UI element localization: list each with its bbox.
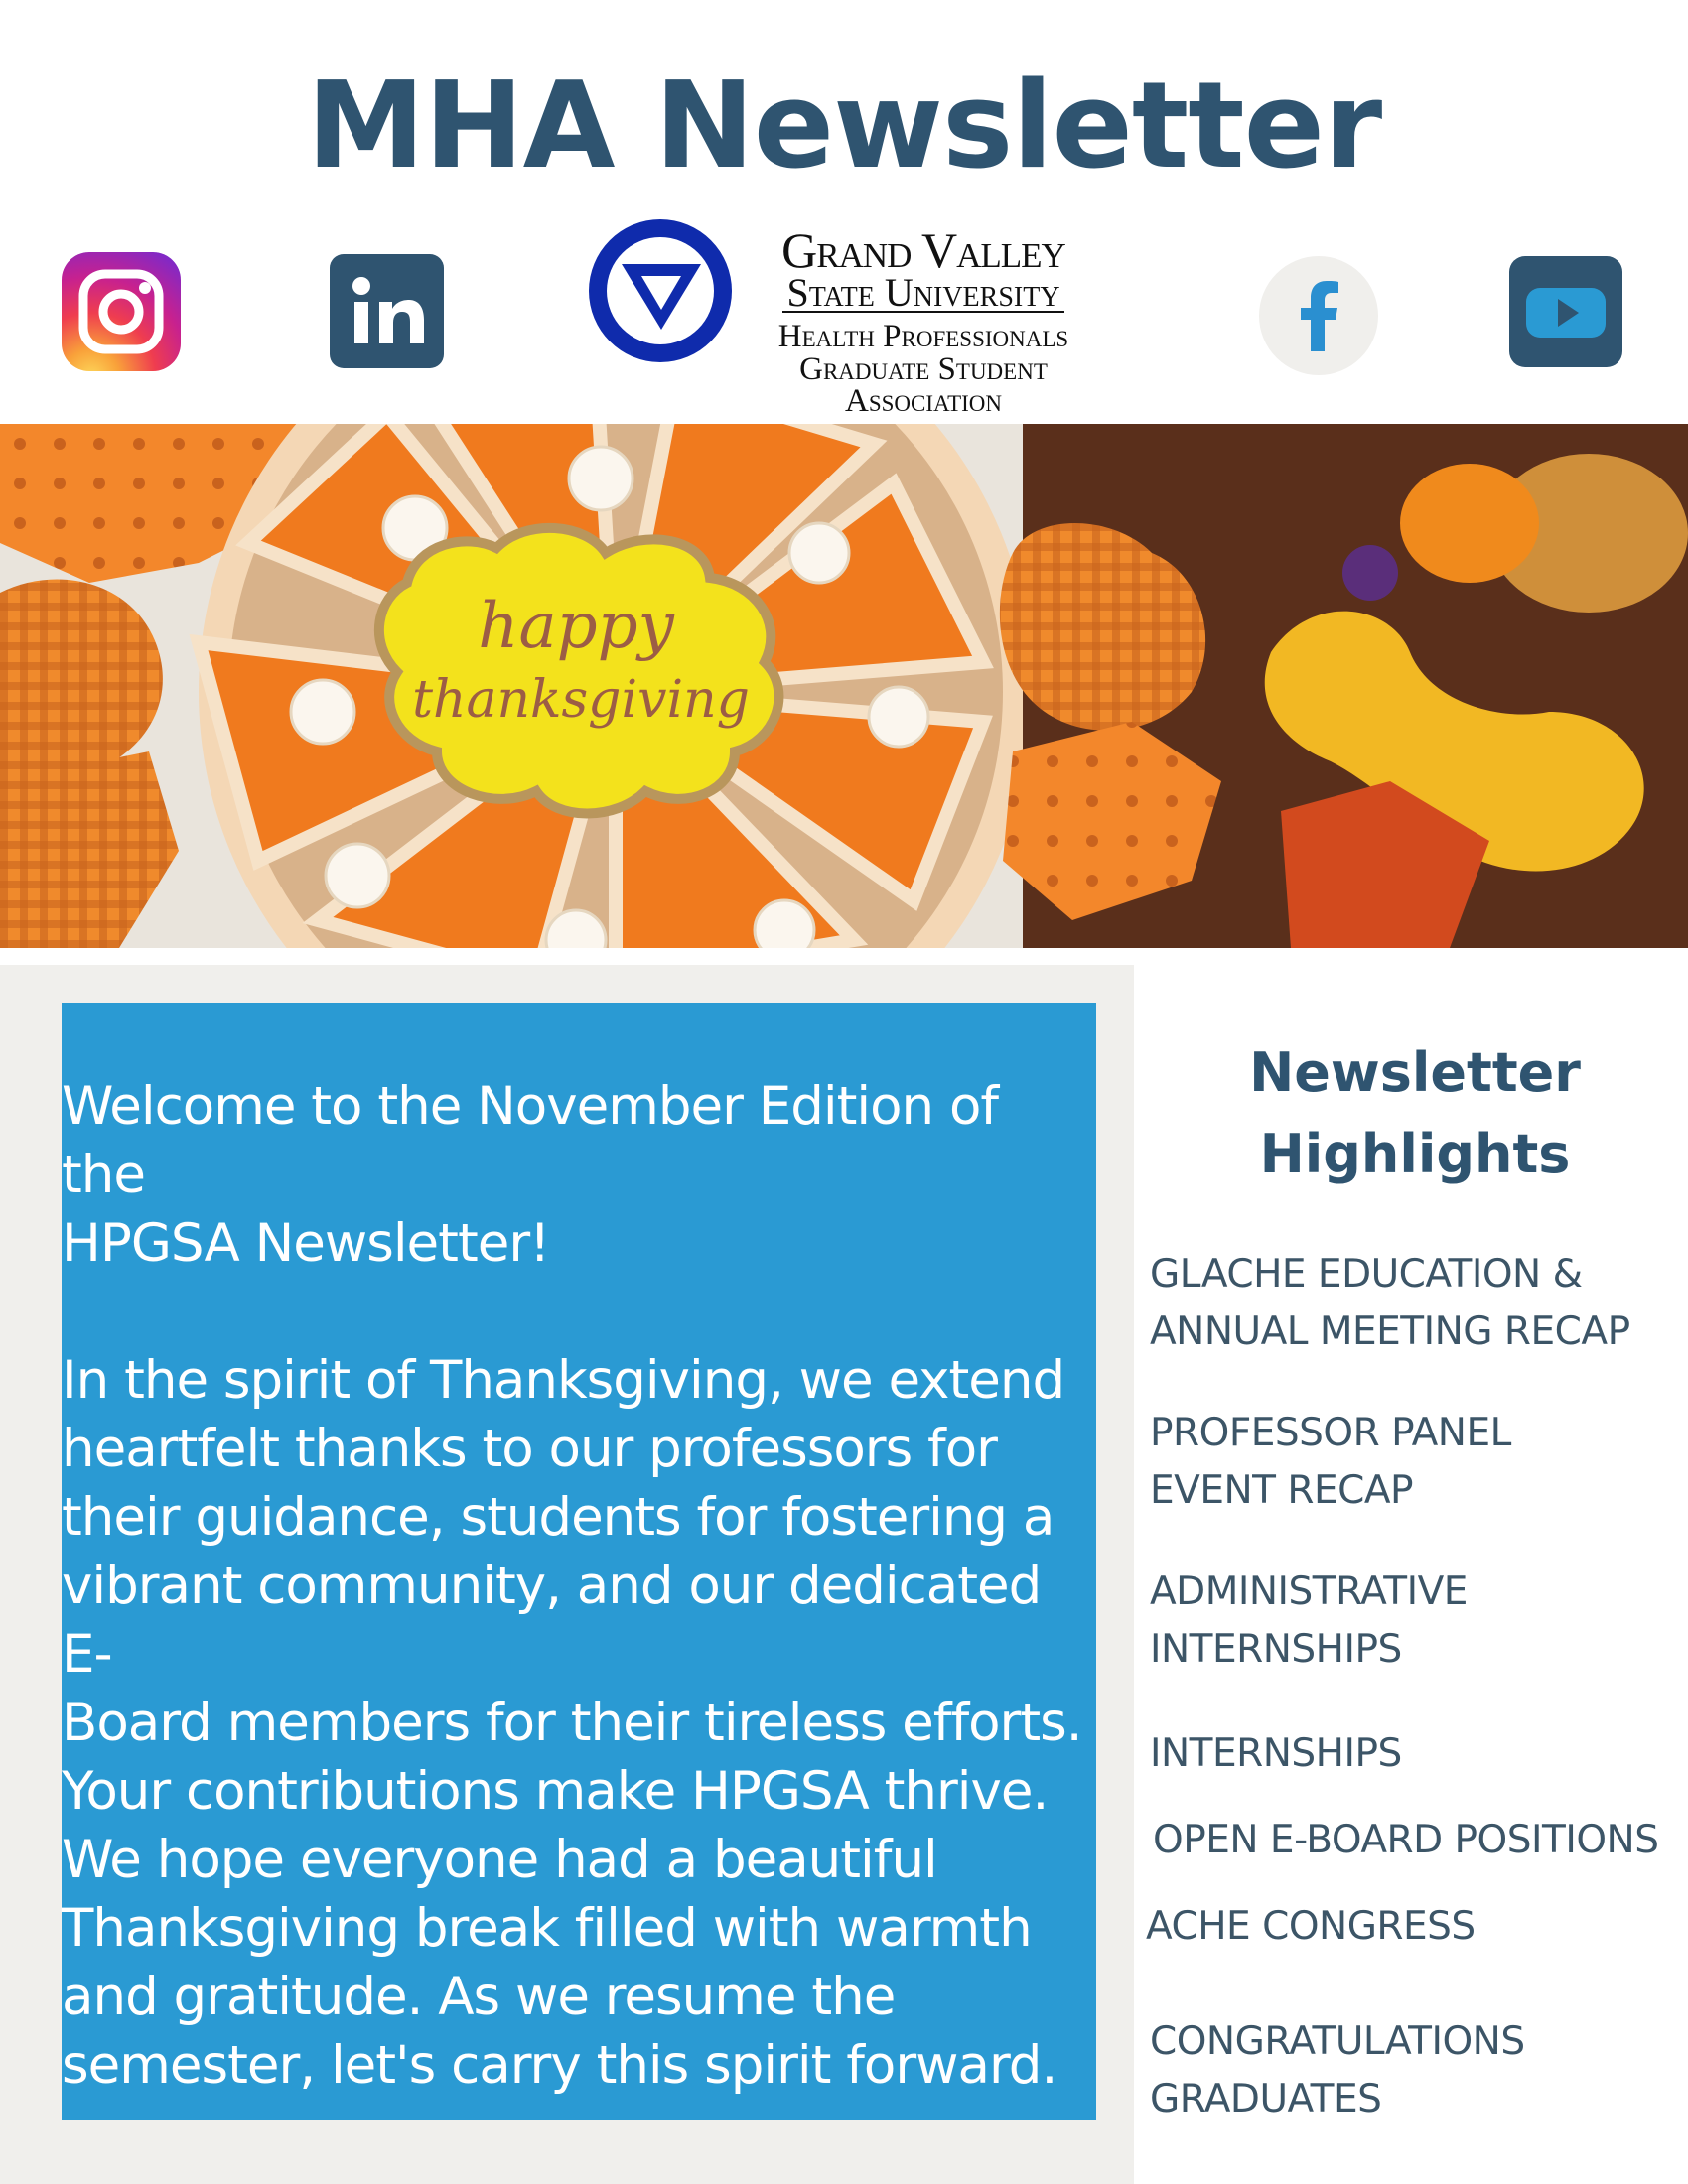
logo-line-graduate-student: Graduate Student [799,351,1048,387]
linkedin-icon[interactable] [330,254,444,368]
thanksgiving-hero-image [0,424,1688,948]
highlight-item-internships[interactable]: INTERNSHIPS [1150,1731,1402,1776]
highlight-item-ache-congress[interactable]: ACHE CONGRESS [1146,1904,1476,1949]
highlight-item-glache[interactable]: GLACHE EDUCATION & ANNUAL MEETING RECAP [1150,1252,1630,1354]
instagram-icon[interactable] [62,252,181,371]
page-title: MHA Newsletter [306,58,1382,196]
highlight-item-administrative-internships[interactable]: ADMINISTRATIVE INTERNSHIPS [1150,1570,1468,1672]
youtube-icon[interactable] [1509,256,1622,367]
facebook-icon[interactable] [1259,256,1378,375]
logo-line-state-university: State University [782,275,1063,313]
highlights-title-line2: Highlights [1259,1123,1571,1185]
logo-line-health-professionals: Health Professionals [777,319,1069,354]
highlight-item-professor-panel[interactable]: PROFESSOR PANEL EVENT RECAP [1150,1411,1511,1513]
highlight-item-congratulations-graduates[interactable]: CONGRATULATIONS GRADUATES [1150,2019,1525,2121]
logo-line-grand-valley: Grand Valley [781,222,1065,278]
cookie-text-happy: happy [478,590,674,663]
highlights-title [1152,1032,1678,1195]
highlights-title-line1: Newsletter [1249,1041,1581,1104]
highlight-item-open-eboard-positions[interactable]: OPEN E-BOARD POSITIONS [1153,1818,1659,1862]
cookie-text-thanksgiving: thanksgiving [412,670,750,730]
gvsu-emblem-icon [586,216,735,365]
logo-line-association: Association [844,383,1002,419]
gvsu-hpgsa-logo [586,213,1102,419]
welcome-message: Welcome to the November Edition of the HPGSA Newsletter! In the spirit of Thanksgiving, we extend heartfelt thanks to our professors for their guidance, students for fostering a vibrant community, and our dedicated E- Board members for their tireless efforts. Your contributions make HPGSA thrive. We hope everyone had a beautiful Thanksgiving break filled with warmth and gratitude. As we resume the semester, let's carry this spirit forward. [62,1076,1082,2096]
